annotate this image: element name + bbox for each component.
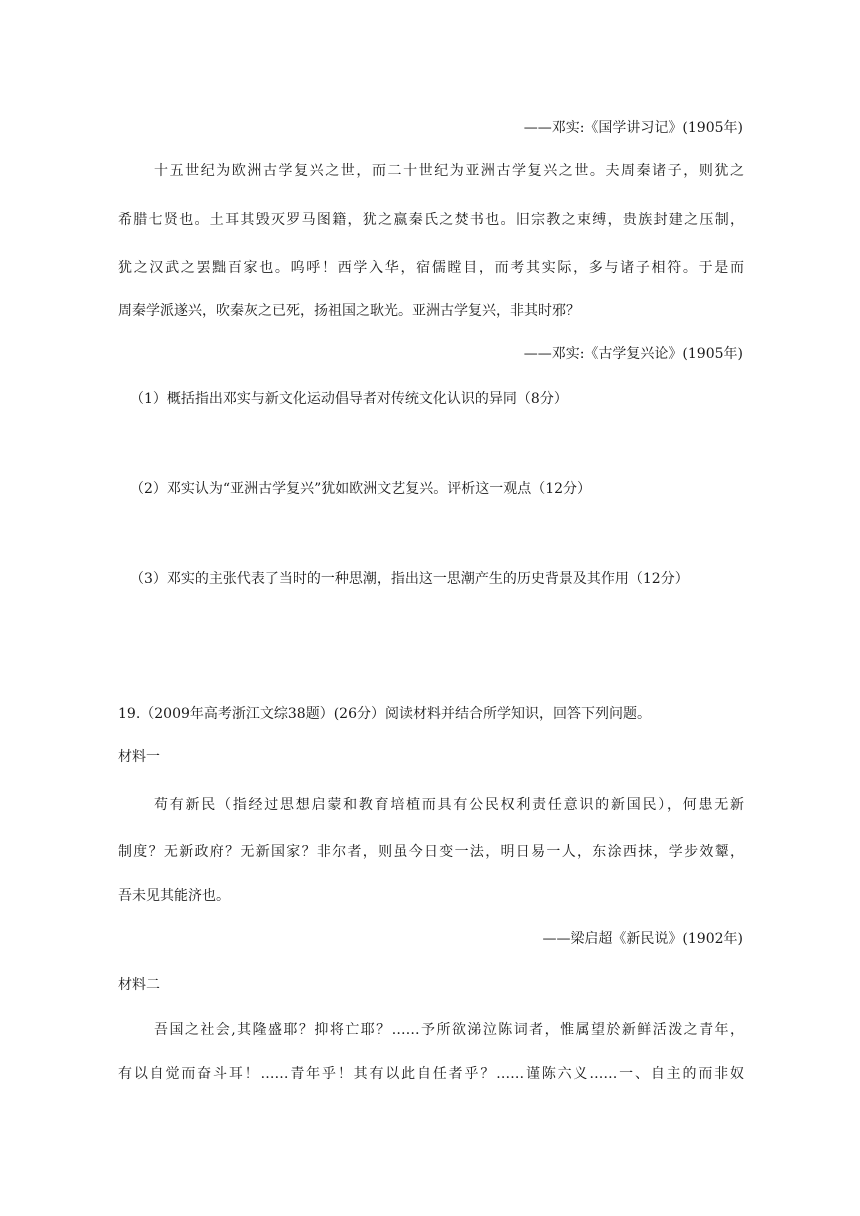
- question-19-heading: 19.（2009年高考浙江文综38题）(26分）阅读材料并结合所学知识，回答下列问题。: [118, 706, 651, 722]
- material-1-line: 吾未见其能济也。: [118, 888, 230, 904]
- question-2: （2）邓实认为“亚洲古学复兴”犹如欧洲文艺复兴。评析这一观点（12分）: [130, 481, 592, 497]
- question-3: （3）邓实的主张代表了当时的一种思潮，指出这一思潮产生的历史背景及其作用（12分）: [130, 571, 689, 587]
- paragraph-line: 犹之汉武之罢黜百家也。呜呼！西学入华，宿儒瞠目，而考其实际，多与诸子相符。于是而: [118, 260, 744, 276]
- question-1: （1）概括指出邓实与新文化运动倡导者对传统文化认识的异同（8分）: [130, 391, 568, 407]
- material-2-label: 材料二: [118, 977, 160, 993]
- material-2-line: 吾国之社会,其隆盛耶？抑将亡耶？……予所欲涕泣陈词者，惟属望於新鲜活泼之青年，: [154, 1022, 744, 1038]
- source-citation-guxue: ——邓实:《古学复兴论》(1905年): [523, 346, 743, 362]
- material-1-line: 制度？无新政府？无新国家？非尔者，则虽今日变一法，明日易一人，东涂西抹，学步效颦，: [118, 844, 744, 860]
- paragraph-line: 十五世纪为欧洲古学复兴之世，而二十世纪为亚洲古学复兴之世。夫周秦诸子，则犹之: [154, 163, 744, 179]
- material-2-line: 有以自觉而奋斗耳！……青年乎！其有以此自任者乎？……谨陈六义……一、自主的而非奴: [118, 1066, 744, 1082]
- source-citation-xinminshuo: ——梁启超《新民说》(1902年): [542, 931, 743, 947]
- material-1-line: 苟有新民（指经过思想启蒙和教育培植而具有公民权利责任意识的新国民），何患无新: [154, 797, 744, 813]
- source-citation-guoxue: ——邓实:《国学讲习记》(1905年): [523, 120, 743, 136]
- material-1-label: 材料一: [118, 749, 160, 765]
- paragraph-line: 周秦学派遂兴，吹秦灰之已死，扬祖国之耿光。亚洲古学复兴，非其时邪？: [118, 303, 580, 319]
- paragraph-line: 希腊七贤也。土耳其毁灭罗马图籍，犹之嬴秦氏之焚书也。旧宗教之束缚，贵族封建之压制，: [118, 212, 744, 228]
